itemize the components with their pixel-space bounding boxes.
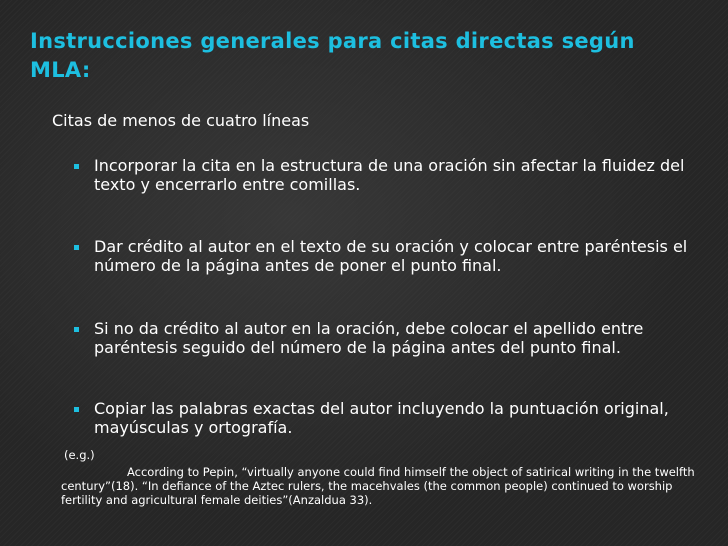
bullet-text: Dar crédito al autor en el texto de su oración y colocar entre paréntesis el número de la página antes de poner el punto final. (94, 237, 688, 275)
bullet-text: Copiar las palabras exactas del autor incluyendo la puntuación original, mayúsculas y ortografía. (94, 399, 669, 437)
square-bullet-icon (74, 407, 79, 412)
example-text: According to Pepin, “virtually anyone could find himself the object of satirical writing in the twelfth century”(18). “In defiance of the Aztec rulers, the macehvales (the common people) continued to worship fertility and agricultural female deities”(Anzaldua 33). (61, 465, 695, 507)
example-label: (e.g.) (64, 448, 95, 462)
slide-subheading: Citas de menos de cuatro líneas (52, 111, 310, 130)
bullet-text: Si no da crédito al autor en la oración, debe colocar el apellido entre paréntesis seguido del número de la página antes del punto final. (94, 319, 644, 357)
bullet-item (72, 319, 692, 357)
square-bullet-icon (74, 164, 79, 169)
bullet-text: Incorporar la cita en la estructura de una oración sin afectar la fluidez del texto y encerrarlo entre comillas. (94, 156, 685, 194)
slide-title: Instrucciones generales para citas directas según MLA: (30, 29, 635, 82)
bullet-item (72, 399, 692, 437)
square-bullet-icon (74, 245, 79, 250)
bullet-item (72, 237, 692, 275)
square-bullet-icon (74, 327, 79, 332)
bullet-item (72, 156, 692, 194)
